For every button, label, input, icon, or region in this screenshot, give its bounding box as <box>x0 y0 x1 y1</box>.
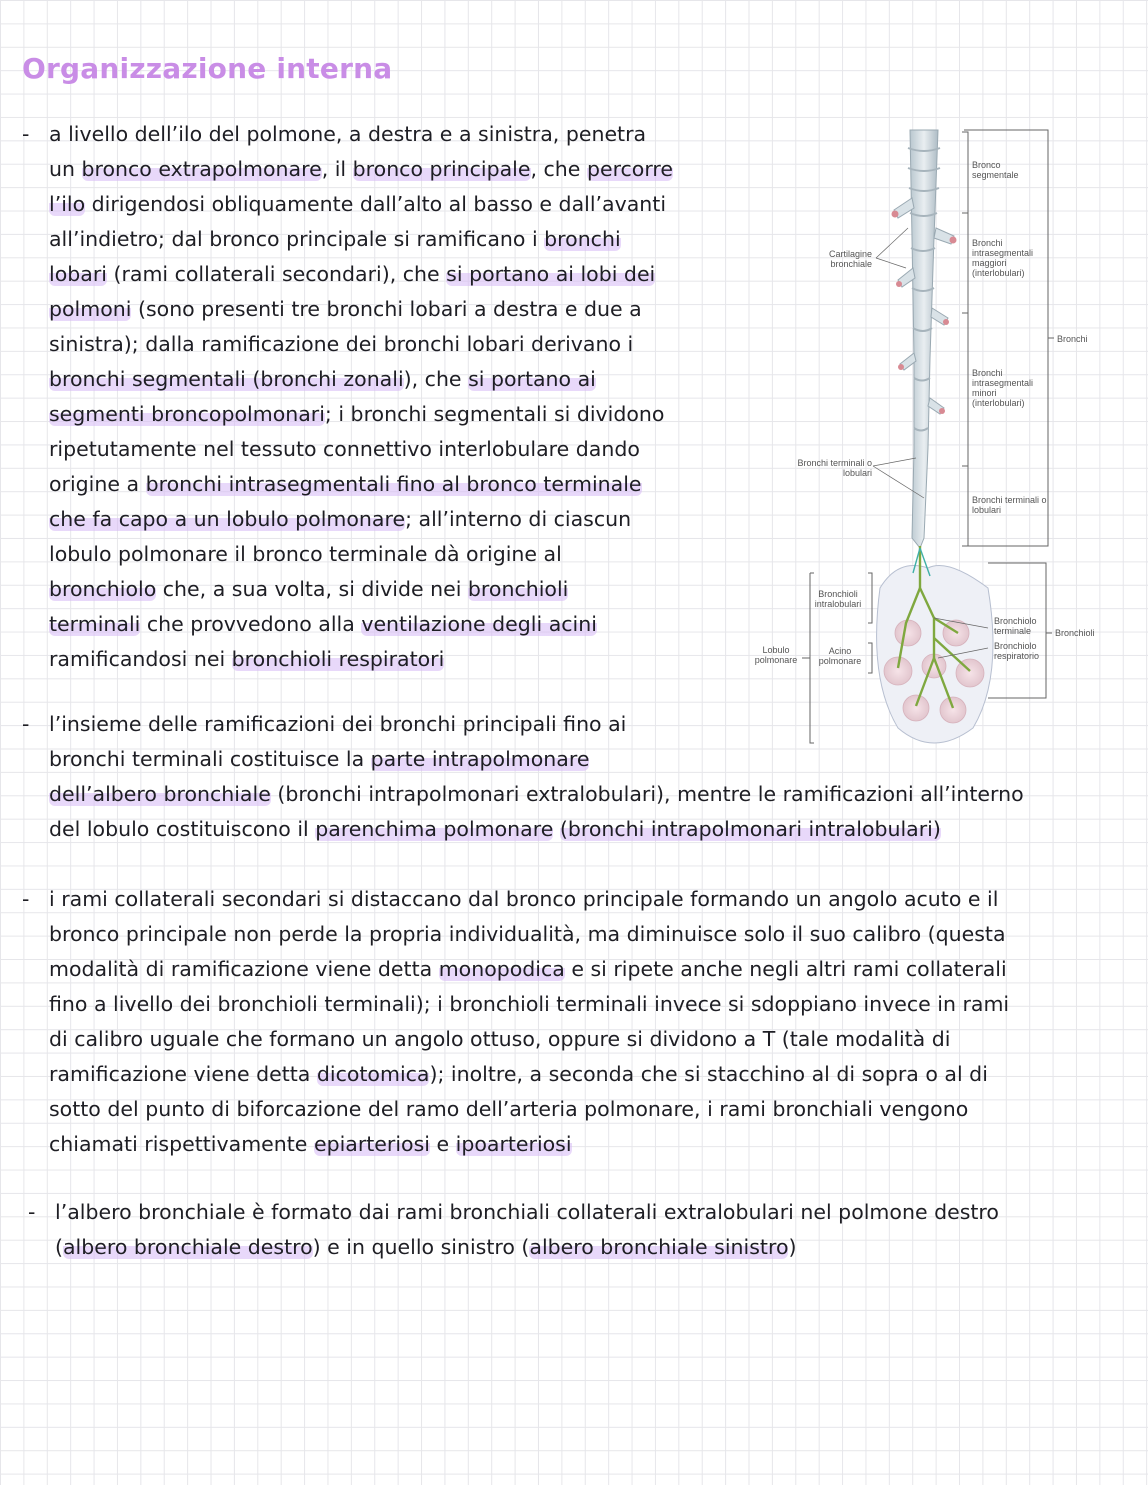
text-line <box>22 362 673 397</box>
label-bronchi-intrasegmentali-minori: Bronchi intrasegmentali minori (interlobulari) <box>972 368 1034 408</box>
text-run: ), che <box>403 367 469 391</box>
text-run <box>553 817 560 841</box>
text-run: bronco principale non perde la propria individualità, ma diminuisce solo il suo calibro (questa <box>49 922 1006 946</box>
text-run: a livello dell’ilo del polmone, a destra e a sinistra, penetra <box>49 122 647 146</box>
text-line <box>22 642 673 677</box>
text-line <box>22 812 1024 847</box>
text-run: dirigendosi obliquamente dall’alto al basso e dall’avanti <box>85 192 667 216</box>
highlighted-term: parenchima polmonare <box>315 817 554 841</box>
text-run: ramificandosi nei <box>49 647 232 671</box>
text-line <box>22 952 1009 987</box>
text-run: ) e in quello sinistro ( <box>312 1235 530 1259</box>
text-run: ); inoltre, a seconda che si stacchino al di sopra o al di <box>429 1062 988 1086</box>
text-line <box>22 222 673 257</box>
highlighted-term: albero bronchiale sinistro <box>529 1235 789 1259</box>
text-run: all’indietro; dal bronco principale si ramificano i <box>49 227 545 251</box>
highlighted-term: bronchi <box>544 227 621 251</box>
text-run: del lobulo costituiscono il <box>49 817 316 841</box>
text-line <box>22 572 673 607</box>
bullet-marker: - <box>22 887 30 911</box>
text-run: l’albero bronchiale è formato dai rami bronchiali collaterali extralobulari nel polmone destro <box>55 1200 999 1224</box>
label-bronchiolo-terminale: Bronchiolo terminale <box>994 616 1037 636</box>
highlighted-term: bronchioli <box>467 577 569 601</box>
text-run: , il <box>321 157 353 181</box>
highlighted-term: dell’albero bronchiale <box>49 782 271 806</box>
text-line <box>22 607 673 642</box>
highlighted-term: polmoni <box>49 297 132 321</box>
text-line <box>22 397 673 432</box>
text-run: e si ripete anche negli altri rami collaterali <box>564 957 1007 981</box>
text-run: ramificazione viene detta <box>49 1062 317 1086</box>
text-line <box>22 152 673 187</box>
text-run: ; all’interno di ciascun <box>405 507 632 531</box>
text-run: un <box>49 157 82 181</box>
text-line <box>28 1195 999 1230</box>
text-run: ( <box>55 1235 63 1259</box>
text-line <box>22 502 673 537</box>
bullet-albero-bronchiale <box>28 1195 999 1265</box>
text-run: ; i bronchi segmentali si dividono <box>324 402 665 426</box>
text-line <box>22 777 1024 812</box>
bullet-marker: - <box>28 1200 36 1224</box>
highlighted-term: terminali <box>49 612 141 636</box>
highlighted-term: ventilazione degli acini <box>361 612 597 636</box>
highlighted-term: bronchiolo <box>49 577 157 601</box>
bullet-marker: - <box>22 122 30 146</box>
text-run: di calibro uguale che formano un angolo ottuso, oppure si dividono a T (tale modalità di <box>49 1027 951 1051</box>
text-line <box>22 117 673 152</box>
highlighted-term: si portano ai <box>468 367 596 391</box>
highlighted-term: segmenti broncopolmonari <box>49 402 325 426</box>
text-line <box>22 467 673 502</box>
bullet-marker: - <box>22 712 30 736</box>
label-bronchi-terminali-left: Bronchi terminali o lobulari <box>797 458 872 478</box>
highlighted-term: epiarteriosi <box>313 1132 430 1156</box>
text-run: ripetutamente nel tessuto connettivo interlobulare dando <box>49 437 640 461</box>
highlighted-term: bronco extrapolmonare <box>81 157 322 181</box>
highlighted-term: che fa capo a un lobulo polmonare <box>49 507 406 531</box>
highlighted-term: bronchi segmentali (bronchi zonali <box>49 367 404 391</box>
text-line <box>22 432 673 467</box>
text-run: l’insieme delle ramificazioni dei bronchi principali fino ai <box>49 712 627 736</box>
page-title: Organizzazione interna <box>22 52 393 85</box>
highlighted-term: ipoarteriosi <box>455 1132 572 1156</box>
highlighted-term: monopodica <box>438 957 565 981</box>
text-line <box>22 1057 1009 1092</box>
text-run: lobulo polmonare il bronco terminale dà origine al <box>49 542 562 566</box>
text-line <box>22 537 673 572</box>
text-run: i rami collaterali secondari si distaccano dal bronco principale formando un angolo acuto e il <box>49 887 999 911</box>
label-acino-polmonare: Acino polmonare <box>818 646 862 666</box>
text-run: , che <box>530 157 587 181</box>
text-run: sotto del punto di biforcazione del ramo dell’arteria polmonare, i rami bronchiali vengono <box>49 1097 969 1121</box>
text-run: origine a <box>49 472 146 496</box>
text-run: bronchi terminali costituisce la <box>49 747 371 771</box>
highlighted-term: l’ilo <box>49 192 86 216</box>
highlighted-term: dicotomica <box>316 1062 430 1086</box>
text-run: (bronchi intrapolmonari extralobulari), mentre le ramificazioni all’interno <box>270 782 1024 806</box>
text-line <box>22 917 1009 952</box>
text-line <box>22 292 673 327</box>
label-cartilagine-bronchiale: Cartilagine bronchiale <box>828 249 872 269</box>
text-run: che provvedono alla <box>140 612 362 636</box>
text-line <box>28 1230 999 1265</box>
text-line <box>22 1022 1009 1057</box>
text-run: (rami collaterali secondari), che <box>106 262 447 286</box>
label-bronco-segmentale: Bronco segmentale <box>972 160 1019 180</box>
text-run: ) <box>788 1235 797 1259</box>
bullet-rami-collaterali <box>22 882 1009 1162</box>
highlighted-term: parte intrapolmonare <box>370 747 590 771</box>
highlighted-term: lobari <box>49 262 107 286</box>
label-bronchiolo-respiratorio: Bronchiolo respiratorio <box>994 641 1040 661</box>
highlighted-term: percorre <box>586 157 674 181</box>
label-bronchioli-intralobulari: Bronchioli intralobulari <box>814 589 862 609</box>
text-line <box>22 327 673 362</box>
label-bronchi-intrasegmentali-maggiori: Bronchi intrasegmentali maggiori (interlobulari) <box>972 238 1034 278</box>
highlighted-term: bronchioli respiratori <box>231 647 445 671</box>
text-run: fino a livello dei bronchioli terminali); i bronchioli terminali invece si sdoppiano invece in rami <box>49 992 1010 1016</box>
text-line <box>22 882 1009 917</box>
bronchial-tree-figure <box>748 118 1113 758</box>
text-line <box>22 257 673 292</box>
text-line <box>22 1127 1009 1162</box>
text-line <box>22 987 1009 1022</box>
label-bronchi: Bronchi <box>1057 334 1088 344</box>
text-run: modalità di ramificazione viene detta <box>49 957 439 981</box>
bronchial-tree-illustration <box>748 118 1113 758</box>
text-run: chiamati rispettivamente <box>49 1132 314 1156</box>
bullet-ilo-polmone <box>22 117 673 677</box>
highlighted-term: si portano ai lobi dei <box>446 262 656 286</box>
text-run: (sono presenti tre bronchi lobari a destra e due a <box>131 297 642 321</box>
highlighted-term: (bronchi intrapolmonari intralobulari) <box>559 817 941 841</box>
highlighted-term: albero bronchiale destro <box>63 1235 313 1259</box>
text-run: e <box>429 1132 456 1156</box>
label-bronchioli: Bronchioli <box>1055 628 1095 638</box>
label-lobulo-polmonare: Lobulo polmonare <box>754 645 798 665</box>
text-line <box>22 187 673 222</box>
text-run: che, a sua volta, si divide nei <box>156 577 468 601</box>
highlighted-term: bronco principale <box>352 157 531 181</box>
highlighted-term: bronchi intrasegmentali fino al bronco terminale <box>145 472 642 496</box>
text-run: sinistra); dalla ramificazione dei bronchi lobari derivano i <box>49 332 634 356</box>
label-bronchi-terminali-right: Bronchi terminali o lobulari <box>972 495 1047 515</box>
text-line <box>22 1092 1009 1127</box>
